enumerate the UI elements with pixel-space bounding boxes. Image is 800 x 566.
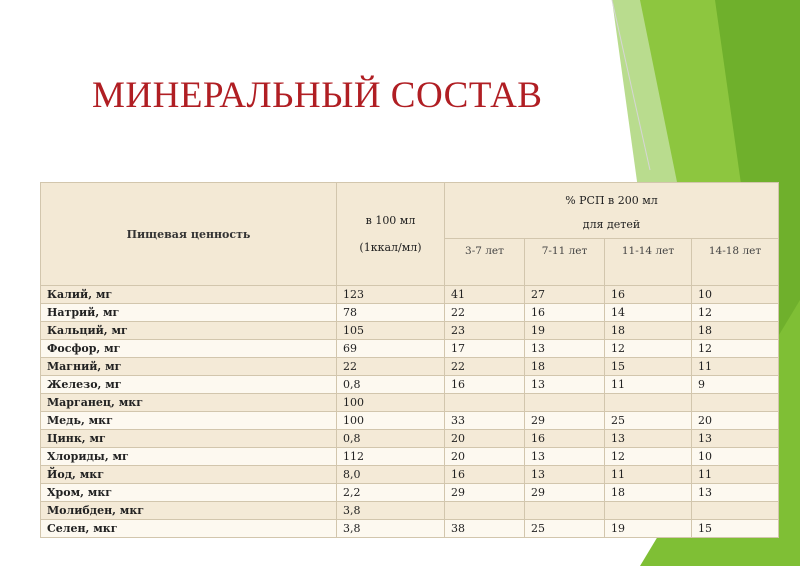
table-row — [41, 376, 779, 394]
row-name: Фосфор, мг — [41, 340, 337, 358]
row-age-11-14: 12 — [605, 340, 692, 358]
row-age-7-11: 27 — [525, 286, 605, 304]
table-body — [41, 286, 779, 538]
row-age-11-14: 18 — [605, 322, 692, 340]
row-name: Магний, мг — [41, 358, 337, 376]
row-age-7-11: 19 — [525, 322, 605, 340]
row-per100: 3,8 — [337, 520, 445, 538]
row-age-11-14 — [605, 394, 692, 412]
row-age-7-11: 25 — [525, 520, 605, 538]
row-age-7-11: 18 — [525, 358, 605, 376]
row-age-7-11: 16 — [525, 430, 605, 448]
row-age-7-11: 29 — [525, 484, 605, 502]
row-per100: 78 — [337, 304, 445, 322]
row-age-3-7: 23 — [445, 322, 525, 340]
table-row — [41, 448, 779, 466]
row-age-14-18: 13 — [692, 430, 779, 448]
row-age-11-14: 15 — [605, 358, 692, 376]
header-per100 — [337, 183, 445, 286]
row-age-7-11: 13 — [525, 340, 605, 358]
row-age-11-14: 25 — [605, 412, 692, 430]
table-row — [41, 520, 779, 538]
row-age-3-7: 29 — [445, 484, 525, 502]
row-age-11-14: 19 — [605, 520, 692, 538]
table-row — [41, 304, 779, 322]
row-per100: 0,8 — [337, 376, 445, 394]
row-age-11-14: 13 — [605, 430, 692, 448]
header-rsp-line1: % РСП в 200 мл — [565, 193, 658, 207]
header-age-14-18: 14-18 лет — [692, 239, 779, 286]
row-age-3-7: 17 — [445, 340, 525, 358]
header-per100-line1: в 100 мл — [365, 214, 416, 227]
row-per100: 105 — [337, 322, 445, 340]
row-age-11-14 — [605, 502, 692, 520]
row-name: Кальций, мг — [41, 322, 337, 340]
row-per100: 22 — [337, 358, 445, 376]
row-name: Хлориды, мг — [41, 448, 337, 466]
table-row — [41, 358, 779, 376]
row-age-7-11: 29 — [525, 412, 605, 430]
row-age-3-7: 33 — [445, 412, 525, 430]
row-age-3-7: 22 — [445, 304, 525, 322]
row-per100: 100 — [337, 412, 445, 430]
row-age-14-18: 11 — [692, 466, 779, 484]
row-name: Молибден, мкг — [41, 502, 337, 520]
row-per100: 112 — [337, 448, 445, 466]
row-per100: 0,8 — [337, 430, 445, 448]
row-age-14-18: 10 — [692, 286, 779, 304]
table-row — [41, 286, 779, 304]
row-name: Натрий, мг — [41, 304, 337, 322]
row-per100: 3,8 — [337, 502, 445, 520]
table-row — [41, 430, 779, 448]
row-age-3-7: 20 — [445, 430, 525, 448]
row-age-7-11: 16 — [525, 304, 605, 322]
header-age-7-11: 7-11 лет — [525, 239, 605, 286]
row-age-3-7: 38 — [445, 520, 525, 538]
row-age-3-7: 22 — [445, 358, 525, 376]
row-age-14-18: 20 — [692, 412, 779, 430]
table-row — [41, 340, 779, 358]
row-age-14-18: 12 — [692, 304, 779, 322]
row-age-7-11 — [525, 394, 605, 412]
row-age-14-18: 10 — [692, 448, 779, 466]
row-age-14-18: 13 — [692, 484, 779, 502]
row-name: Калий, мг — [41, 286, 337, 304]
row-age-7-11: 13 — [525, 448, 605, 466]
row-age-11-14: 14 — [605, 304, 692, 322]
row-age-14-18: 15 — [692, 520, 779, 538]
row-name: Селен, мкг — [41, 520, 337, 538]
table-row — [41, 466, 779, 484]
mineral-table — [40, 182, 779, 538]
row-per100: 100 — [337, 394, 445, 412]
row-name: Йод, мкг — [41, 466, 337, 484]
table-row — [41, 412, 779, 430]
row-age-11-14: 16 — [605, 286, 692, 304]
row-age-11-14: 18 — [605, 484, 692, 502]
header-age-3-7: 3-7 лет — [445, 239, 525, 286]
row-age-3-7: 20 — [445, 448, 525, 466]
table-row — [41, 502, 779, 520]
header-nutrient: Пищевая ценность — [41, 183, 337, 286]
row-age-14-18: 9 — [692, 376, 779, 394]
row-name: Железо, мг — [41, 376, 337, 394]
table-row — [41, 484, 779, 502]
header-rsp-line2: для детей — [582, 217, 641, 231]
row-name: Медь, мкг — [41, 412, 337, 430]
row-age-11-14: 11 — [605, 376, 692, 394]
row-age-14-18 — [692, 502, 779, 520]
row-age-14-18 — [692, 394, 779, 412]
row-age-7-11: 13 — [525, 376, 605, 394]
row-age-3-7 — [445, 502, 525, 520]
row-name: Хром, мкг — [41, 484, 337, 502]
row-name: Цинк, мг — [41, 430, 337, 448]
header-age-11-14: 11-14 лет — [605, 239, 692, 286]
header-per100-line2: (1ккал/мл) — [359, 241, 422, 254]
row-per100: 8,0 — [337, 466, 445, 484]
row-age-3-7: 16 — [445, 376, 525, 394]
row-age-14-18: 11 — [692, 358, 779, 376]
row-age-7-11 — [525, 502, 605, 520]
row-per100: 69 — [337, 340, 445, 358]
row-age-11-14: 11 — [605, 466, 692, 484]
header-rsp — [445, 183, 779, 239]
row-per100: 123 — [337, 286, 445, 304]
row-per100: 2,2 — [337, 484, 445, 502]
table-row — [41, 322, 779, 340]
table-row — [41, 394, 779, 412]
row-age-3-7: 41 — [445, 286, 525, 304]
row-age-3-7: 16 — [445, 466, 525, 484]
page-title: МИНЕРАЛЬНЫЙ СОСТАВ — [92, 75, 543, 116]
row-name: Марганец, мкг — [41, 394, 337, 412]
row-age-3-7 — [445, 394, 525, 412]
row-age-14-18: 18 — [692, 322, 779, 340]
row-age-7-11: 13 — [525, 466, 605, 484]
row-age-14-18: 12 — [692, 340, 779, 358]
row-age-11-14: 12 — [605, 448, 692, 466]
